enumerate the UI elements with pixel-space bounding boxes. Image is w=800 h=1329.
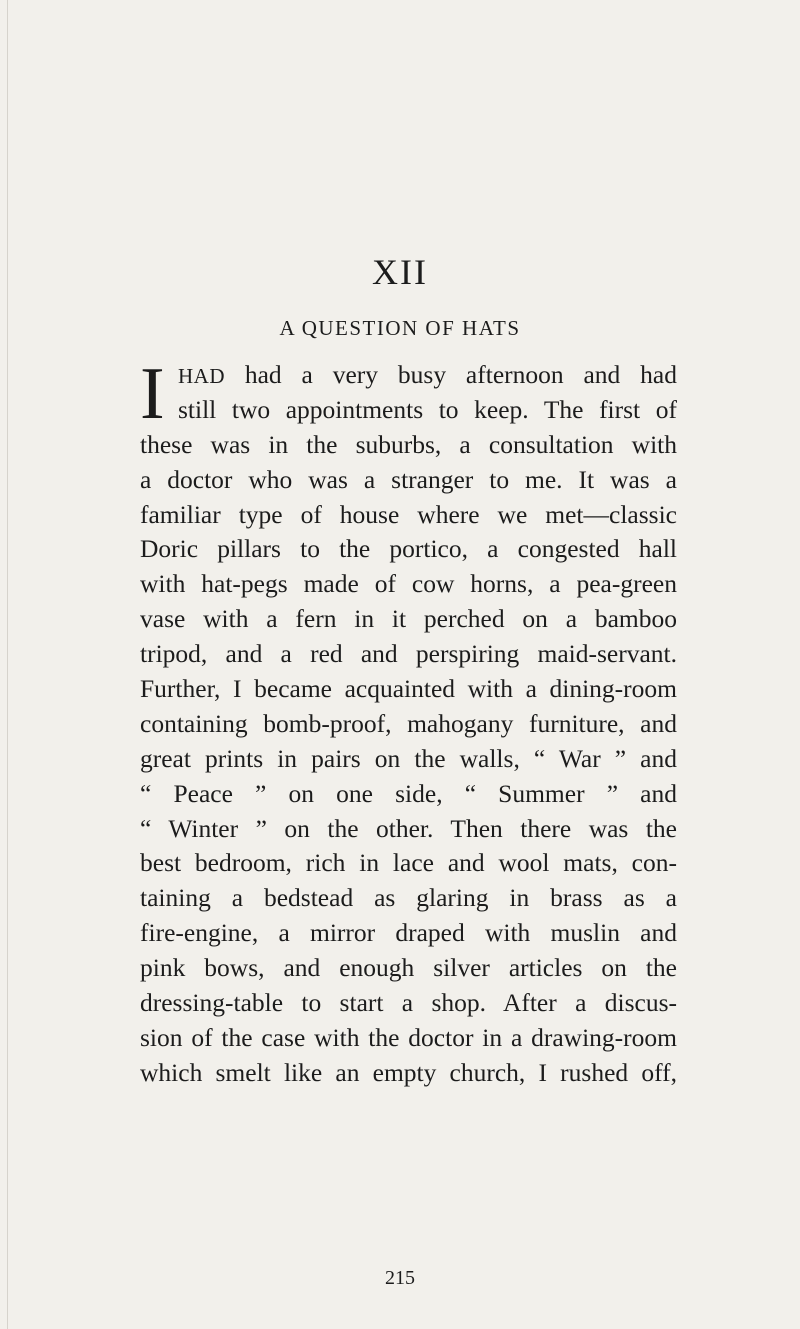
text-line: taining a bedstead as glaring in brass as a — [140, 883, 677, 913]
page-number: 215 — [385, 1267, 415, 1289]
page-edge — [7, 0, 8, 1329]
text-line: dressing-table to start a shop. After a discus- — [140, 988, 677, 1018]
text-line: which smelt like an empty church, I rushed off, — [140, 1057, 677, 1087]
text-line — [140, 358, 677, 393]
chapter-number: XII — [372, 252, 428, 292]
first-word: HAD — [178, 364, 225, 388]
text-line: Doric pillars to the portico, a congested hall — [140, 534, 677, 564]
text-line: best bedroom, rich in lace and wool mats, con- — [140, 848, 677, 878]
text-line: “ Winter ” on the other. Then there was the — [140, 813, 677, 843]
text-line: still two appointments to keep. The first of — [178, 394, 677, 424]
body-text — [140, 353, 677, 1091]
text-line: these was in the suburbs, a consultation with — [140, 429, 677, 459]
text-line: a doctor who was a stranger to me. It was a — [140, 464, 677, 494]
text-line: familiar type of house where we met—classic — [140, 499, 677, 529]
text-line: vase with a fern in it perched on a bamboo — [140, 604, 677, 634]
text-line: fire-engine, a mirror draped with muslin and — [140, 918, 677, 948]
text-line: sion of the case with the doctor in a drawing-room — [140, 1022, 677, 1052]
text-line: tripod, and a red and perspiring maid-servant. — [140, 639, 677, 669]
text-line: containing bomb-proof, mahogany furniture, and — [140, 708, 677, 738]
text-line: with hat-pegs made of cow horns, a pea-green — [140, 569, 677, 599]
line-text: had a very busy afternoon and had — [225, 360, 677, 389]
text-line: Further, I became acquainted with a dining-room — [140, 674, 677, 704]
drop-cap: I — [140, 353, 165, 435]
chapter-title: A QUESTION OF HATS — [279, 316, 521, 340]
text-line: great prints in pairs on the walls, “ War ” and — [140, 743, 677, 773]
text-line: pink bows, and enough silver articles on the — [140, 953, 677, 983]
text-line: “ Peace ” on one side, “ Summer ” and — [140, 778, 677, 808]
